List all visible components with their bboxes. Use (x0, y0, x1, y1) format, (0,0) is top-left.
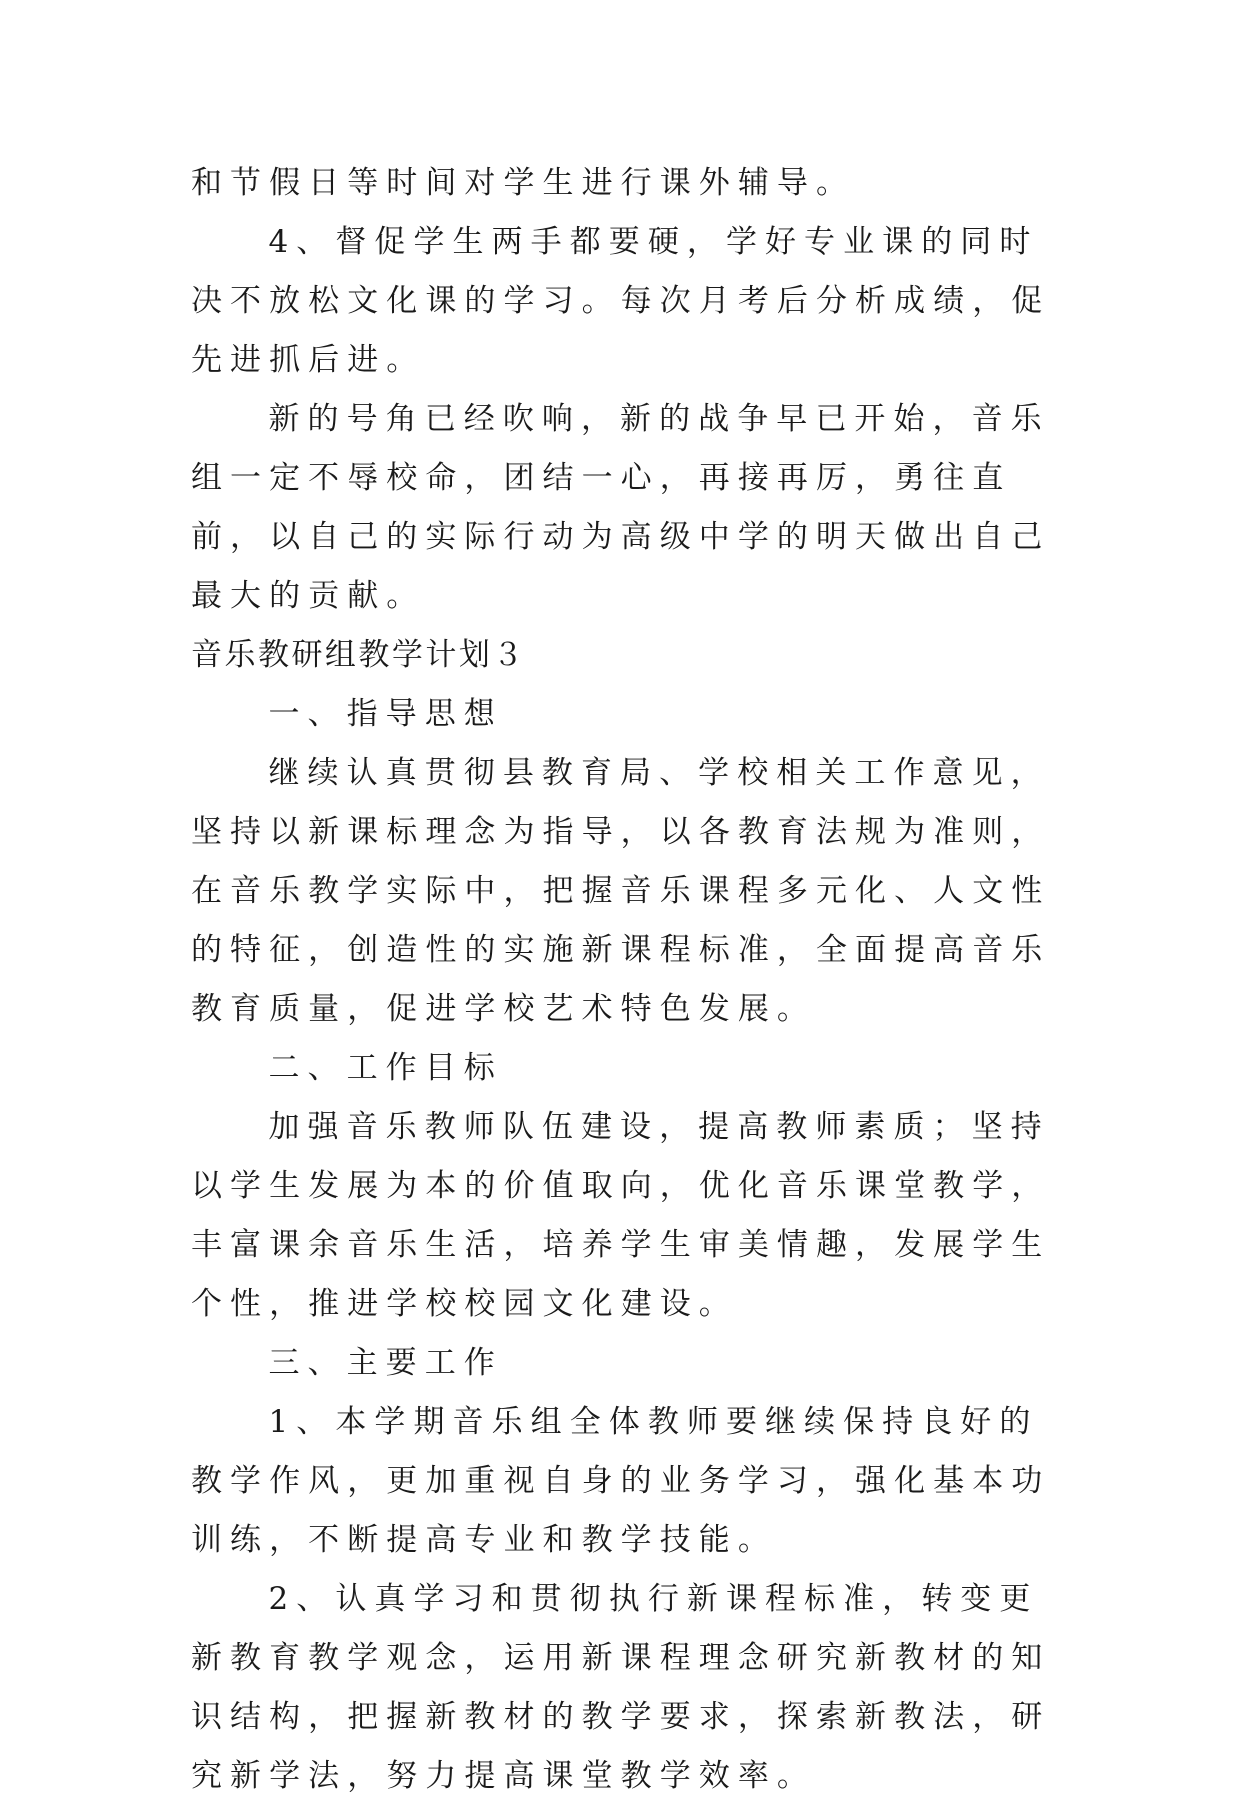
paragraph-continuation: 和节假日等时间对学生进行课外辅导。 (191, 165, 856, 201)
paragraph-main-work-2: 2、认真学习和贯彻执行新课程标准，转变更新教育教学观念，运用新课程理念研究新教材的知识结构，把握新教材的教学要求，探索新教法，研究新学法，努力提高课堂教学效率。 (191, 1581, 1051, 1794)
paragraph-item-4: 4、督促学生两手都要硬，学好专业课的同时决不放松文化课的学习。每次月考后分析成绩，促先进抓后进。 (191, 224, 1051, 378)
paragraph-work-goals: 加强音乐教师队伍建设，提高教师素质；坚持以学生发展为本的价值取向，优化音乐课堂教学，丰富课余音乐生活，培养学生审美情趣，发展学生个性，推进学校校园文化建设。 (191, 1109, 1051, 1322)
paragraph-closing: 新的号角已经吹响，新的战争早已开始，音乐组一定不辱校命，团结一心，再接再厉，勇往直前，以自己的实际行动为高级中学的明天做出自己最大的贡献。 (191, 401, 1051, 614)
section-title: 音乐教研组教学计划３ (191, 637, 526, 673)
paragraph-main-work-1: 1、本学期音乐组全体教师要继续保持良好的教学作风，更加重视自身的业务学习，强化基本功训练，不断提高专业和教学技能。 (191, 1404, 1051, 1558)
heading-work-goals: 二、工作目标 (268, 1050, 503, 1086)
paragraph-guiding-thought: 继续认真贯彻县教育局、学校相关工作意见，坚持以新课标理念为指导，以各教育法规为准则，在音乐教学实际中，把握音乐课程多元化、人文性的特征，创造性的实施新课程标准，全面提高音乐教育质量，促进学校艺术特色发展。 (191, 755, 1051, 1027)
heading-guiding-thought: 一、指导思想 (268, 696, 503, 732)
document-body (191, 154, 1051, 1806)
heading-main-work: 三、主要工作 (268, 1345, 503, 1381)
